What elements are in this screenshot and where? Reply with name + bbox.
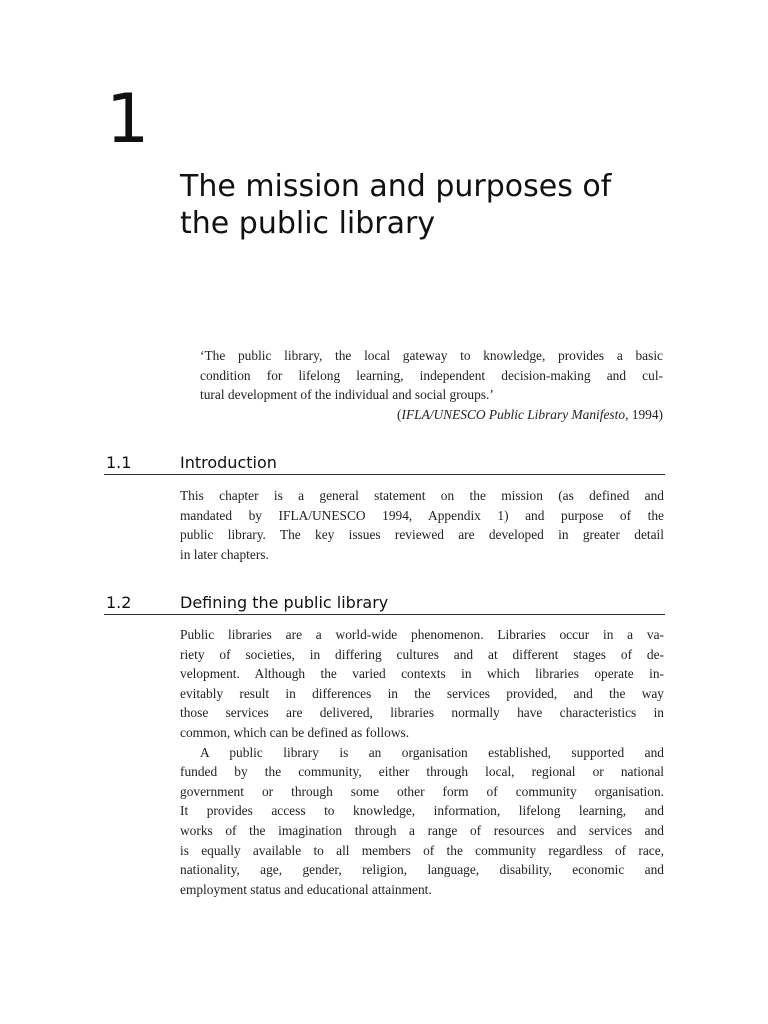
epigraph-attribution: [200, 405, 663, 425]
body-line: public library. The key issues reviewed are developed in greater detail: [180, 527, 664, 543]
epigraph-quote: [200, 346, 663, 424]
epigraph-line: condition for lifelong learning, independent decision-making and cul-: [200, 367, 663, 383]
body-line: is equally available to all members of the community regardless of race,: [180, 842, 664, 858]
body-line: works of the imagination through a range of resources and services and: [180, 822, 664, 838]
chapter-title: [180, 168, 680, 242]
body-line: evitably result in differences in the services provided, and the way: [180, 685, 664, 701]
chapter-number: 1: [106, 80, 150, 159]
attribution-source: IFLA/UNESCO Public Library Manifesto: [401, 406, 626, 422]
body-line: employment status and educational attainment.: [180, 881, 432, 897]
epigraph-line: ‘The public library, the local gateway to knowledge, provides a basic: [200, 348, 663, 363]
body-line: government or through some other form of community organisation.: [180, 783, 664, 799]
section-title: Introduction: [180, 453, 277, 472]
body-line: riety of societies, in differing cultures and at different stages of de-: [180, 646, 664, 662]
body-line: common, which can be defined as follows.: [180, 724, 410, 740]
body-line: A public library is an organisation established, supported and: [200, 744, 664, 760]
section-number: 1.2: [106, 593, 132, 612]
section-number: 1.1: [106, 453, 132, 472]
section-title: Defining the public library: [180, 593, 389, 612]
section-body-defining: [180, 625, 664, 899]
chapter-title-line: The mission and purposes of: [180, 169, 612, 204]
section-body-introduction: [180, 486, 664, 564]
body-line: nationality, age, gender, religion, language, disability, economic and: [180, 862, 664, 878]
epigraph-line: tural development of the individual and social groups.’: [200, 387, 494, 402]
attribution-open: (: [397, 406, 402, 422]
section-heading-defining: [104, 593, 665, 615]
body-line: those services are delivered, libraries normally have characteristics in: [180, 705, 664, 721]
body-line: Public libraries are a world-wide phenomenon. Libraries occur in a va-: [180, 627, 664, 642]
body-line: funded by the community, either through local, regional or national: [180, 764, 664, 780]
body-line: in later chapters.: [180, 546, 269, 562]
body-line: This chapter is a general statement on the mission (as defined and: [180, 488, 664, 503]
section-heading-introduction: [104, 453, 665, 475]
body-line: mandated by IFLA/UNESCO 1994, Appendix 1) and purpose of the: [180, 507, 664, 523]
body-line: velopment. Although the varied contexts in which libraries operate in-: [180, 666, 664, 682]
chapter-title-line: the public library: [180, 206, 436, 241]
attribution-close: , 1994): [625, 406, 663, 422]
body-line: It provides access to knowledge, information, lifelong learning, and: [180, 803, 664, 819]
